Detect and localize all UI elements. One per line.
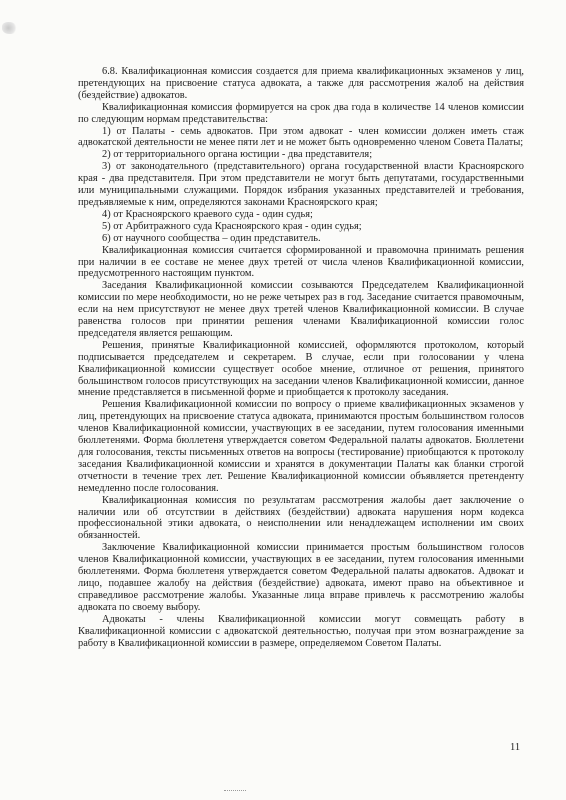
paragraph-members-work: Адвокаты - члены Квалификационной комиссии могут совмещать работу в Квалификационной комиссии с адвокатской деятельностью, получая при этом вознаграждение за работу в Квалификационной комиссии в размере, определяемом Советом Палаты.: [78, 613, 524, 649]
list-item-regional-court: 4) от Красноярского краевого суда - один судья;: [102, 208, 313, 220]
list-item-justice: 2) от территориального органа юстиции - два представителя;: [102, 149, 373, 161]
scan-dots: [224, 790, 246, 794]
paragraph-complaint-conclusion: Квалификационная комиссия по результатам рассмотрения жалобы дает заключение о наличии или об отсутствии в действиях (бездействии) адвоката нарушения норм кодекса профессиональной этики адвоката, о неисполнении или ненадлежащем исполнении им своих обязанностей.: [78, 494, 524, 542]
paragraph-exam-decisions: Решения Квалификационной комиссии по вопросу о приеме квалификационных экзаменов у лиц, претендующих на присвоение статуса адвоката, принимаются простым большинством голосов членов Квалификационной комиссии, участвующих в ее заседании, путем голосования именными бюллетенями. Форма бюллетеня утверждается советом Федеральной палаты адвокатов. Бюллетени для голосования, тексты письменных ответов на вопросы (тестирование) приобщаются к протоколу заседания Квалификационной комиссии и хранятся в документации Палаты как бланки строгой отчетности в течение трех лет. Решение Квалификационной комиссии объявляется претенденту немедленно после голосования.: [78, 399, 524, 494]
paragraph-protocol: Решения, принятые Квалификационной комиссией, оформляются протоколом, который подписывается председателем и секретарем. В случае, если при голосовании у члена Квалификационной комиссии существует особое мнение, отличное от решения, принятого большинством голосов присутствующих на заседании членов Квалификационной комиссии, данное мнение представляется в письменной форме и приобщается к протоколу заседания.: [78, 339, 524, 399]
paragraph-quorum: Квалификационная комиссия считается сформированной и правомочна принимать решения при наличии в ее составе не менее двух третей от числа членов Квалификационной комиссии, предусмотренного настоящим пунктом.: [78, 244, 524, 280]
list-item-science: 6) от научного сообщества – один представитель.: [102, 232, 321, 244]
paragraph-meetings: Заседания Квалификационной комиссии созываются Председателем Квалификационной комиссии по мере необходимости, но не реже четырех раз в год. Заседание считается правомочным, если на нем присутствуют не менее двух третей членов Квалификационной комиссии. В случае равенства голосов при принятии решения членами Квалификационной комиссии голос председателя является решающим.: [78, 280, 524, 339]
scan-artifact: [2, 22, 18, 34]
list-item-chamber: 1) от Палаты - семь адвокатов. При этом адвокат - член комиссии должен иметь стаж адвокатской деятельности не менее пяти лет и не может быть одновременно членом Совета Палаты;: [78, 125, 524, 149]
paragraph-conclusion-voting: Заключение Квалификационной комиссии принимается простым большинством голосов членов Квалификационной комиссии, участвующих в ее заседании, путем голосования именными бюллетенями. Форма бюллетеня утверждается советом Федеральной палаты адвокатов. Адвокат и лицо, подавшее жалобу на действия (бездействие) адвоката, имеют право на объективное и справедливое рассмотрение жалобы. Указанные лица вправе привлечь к рассмотрению жалобы адвоката по своему выбору.: [78, 542, 524, 613]
page-number: 11: [510, 742, 521, 753]
paragraph-composition: Квалификационная комиссия формируется на срок два года в количестве 14 членов комиссии по следующим нормам представительства:: [78, 101, 524, 125]
document-body: [78, 66, 524, 649]
list-item-arbitration-court: 5) от Арбитражного суда Красноярского края - один судья;: [102, 220, 362, 232]
list-item-legislature: 3) от законодательного (представительного) органа государственной власти Красноярского края - два представителя. При этом представители не могут быть депутатами, государственными или муниципальными служащими. Порядок избрания указанных представителей и требования, предъявляемые к ним, определяются законами Красноярского края;: [78, 161, 524, 208]
paragraph-6-8: 6.8. Квалификационная комиссия создается для приема квалификационных экзаменов у лиц, претендующих на присвоение статуса адвоката, а также для рассмотрения жалоб на действия (бездействие) адвокатов.: [78, 66, 524, 101]
